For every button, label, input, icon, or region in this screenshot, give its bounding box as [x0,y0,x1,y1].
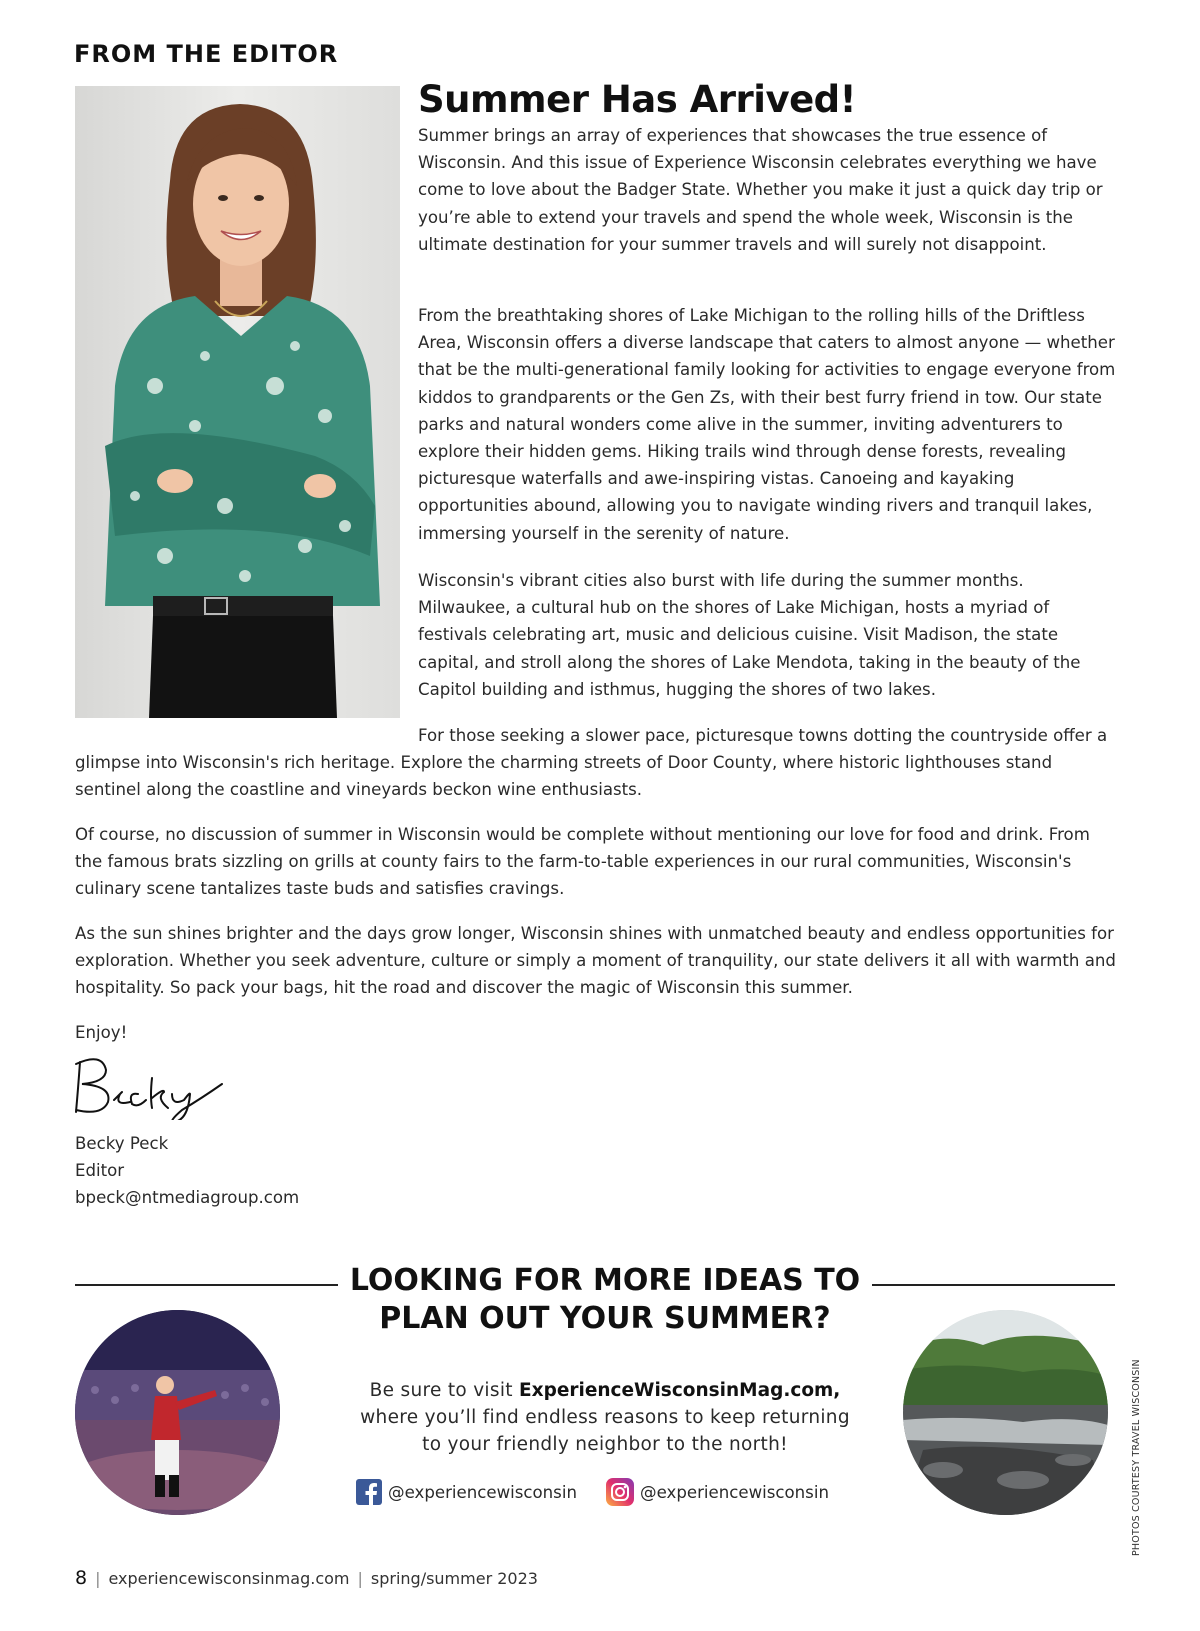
closing-text: Enjoy! [75,1023,128,1042]
page-footer [75,1567,538,1589]
promo-heading-line2: PLAN OUT YOUR SUMMER? [379,1301,831,1336]
body-paragraph-3: Wisconsin's vibrant cities also burst with life during the summer months. Milwaukee, a cultural hub on the shores of Lake Michigan, hosts a myriad of festivals celebrating art, music and delicious cuisine. Visit Madison, the state capital, and stroll along the shores of Lake Mendota, taking in the beauty of the Capitol building and isthmus, hugging the shores of two lakes. [418,571,1081,699]
facebook-link[interactable] [356,1478,577,1506]
footer-issue: spring/summer 2023 [370,1568,538,1588]
divider-right [872,1284,1115,1286]
river-waterfall-photo [903,1310,1108,1515]
editor-name: Becky Peck [75,1134,169,1153]
promo-body-line2: where you’ll find endless reasons to keep returning [360,1407,850,1428]
promo-website-link[interactable]: ExperienceWisconsinMag.com, [519,1380,841,1401]
divider-left [75,1284,338,1286]
editor-portrait-photo [75,86,400,718]
instagram-handle: @experiencewisconsin [640,1482,829,1502]
facebook-icon [356,1479,382,1505]
footer-site[interactable]: experiencewisconsinmag.com [108,1568,350,1588]
body-paragraph-2: From the breathtaking shores of Lake Michigan to the rolling hills of the Driftless Area, Wisconsin offers a diverse landscape that caters to almost anyone — whether that be the multi-generational family looking for activities to engage everyone from kiddos to grandparents or the Gen Zs, with their best furry friend in tow. Our state parks and natural wonders come alive in the summer, inviting adventurers to explore their hidden gems. Hiking trails wind through dense forests, revealing picturesque waterfalls and awe-inspiring vistas. Canoeing and kayaking opportunities abound, allowing you to navigate winding rivers and tranquil lakes, immersing yourself in the serenity of nature. [418,306,1116,543]
headline: Summer Has Arrived! [418,78,857,121]
facebook-handle: @experiencewisconsin [388,1482,577,1502]
editor-contact [75,1130,299,1211]
editor-signature [72,1050,232,1120]
page-number: 8 [75,1567,88,1589]
editor-email[interactable]: bpeck@ntmediagroup.com [75,1188,300,1207]
promo-body-line3: to your friendly neighbor to the north! [422,1434,788,1455]
body-paragraph-4: For those seeking a slower pace, picturesque towns dotting the countryside offer a glimpse into Wisconsin's rich heritage. Explore the charming streets of Door County, where historic lighthouses stand sentinel along the coastline and vineyards beckon wine enthusiasts. [75,726,1108,800]
photo-credit-text: PHOTOS COURTESY TRAVEL WISCONSIN [1131,1359,1142,1556]
section-label: FROM THE EDITOR [74,40,339,68]
body-paragraph-5: Of course, no discussion of summer in Wisconsin would be complete without mentioning our love for food and drink. From the famous brats sizzling on grills at county fairs to the farm-to-table experiences in our rural communities, Wisconsin's culinary scene tantalizes taste buds and satisfies cravings. [75,825,1090,899]
instagram-link[interactable] [606,1478,829,1506]
promo-heading-line1: LOOKING FOR MORE IDEAS TO [349,1263,861,1298]
promo-body-prefix: Be sure to visit [369,1380,519,1401]
circus-ringmaster-photo [75,1310,280,1515]
promo-heading [340,1262,870,1338]
footer-separator: | [95,1568,101,1588]
body-paragraph-1: Summer brings an array of experiences that showcases the true essence of Wisconsin. And this issue of Experience Wisconsin celebrates everything we have come to love about the Badger State. Whether you make it just a quick day trip or you’re able to extend your travels and spend the whole week, Wisconsin is the ultimate destination for your summer travels and will surely not disappoint. [418,126,1103,254]
promo-body [330,1377,880,1458]
instagram-icon [606,1478,634,1506]
footer-separator: | [357,1568,363,1588]
body-paragraph-6: As the sun shines brighter and the days grow longer, Wisconsin shines with unmatched beauty and endless opportunities for exploration. Whether you seek adventure, culture or simply a moment of tranquility, our state delivers it all with warmth and hospitality. So pack your bags, hit the road and discover the magic of Wisconsin this summer. [75,924,1116,998]
editor-title: Editor [75,1161,125,1180]
